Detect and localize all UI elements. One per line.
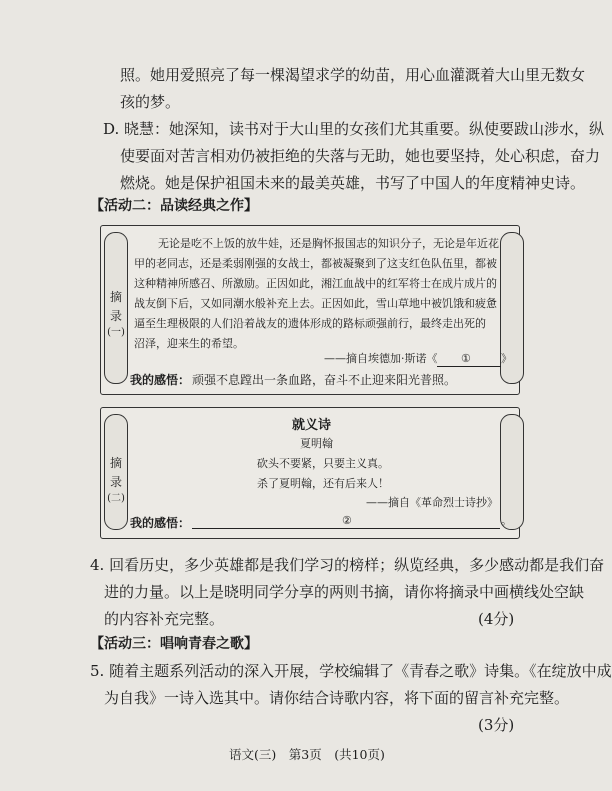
option-d-line-3: 燃烧。她是保护祖国未来的最美英雄，书写了中国人的年度精神史诗。 [120, 174, 586, 192]
excerpt-1-label-char-1: 摘 [109, 290, 122, 304]
excerpt-1-text-line: 逼至生理极限的人们沿着战友的遗体形成的路标顽强前行，最终走出死的 [134, 317, 486, 330]
activity-2-heading: 【活动二：品读经典之作】 [90, 198, 258, 214]
question-4-line-1: 4. 回看历史，多少英雄都是我们学习的榜样；纵览经典，多少感动都是我们奋 [90, 556, 605, 574]
excerpt-2-feeling-label: 我的感悟： [130, 516, 191, 530]
excerpt-1-label-char-3: (一) [107, 327, 125, 338]
excerpt-1-text-line: 战友倒下后，又如同潮水般补充上去。正因如此，雪山草地中被饥饿和疲惫 [134, 297, 497, 310]
excerpt-1-feeling-label: 我的感悟： [130, 373, 191, 387]
excerpt-2-label-char-2: 录 [109, 475, 122, 489]
blank-marker-1: ① [461, 352, 471, 365]
question-4-score: (4分) [478, 610, 515, 628]
excerpt-1-text-line: 沼泽，迎来生的希望。 [134, 337, 244, 350]
question-5-line-2: 为自我》一诗入选其中。请你结合诗歌内容，将下面的留言补充完整。 [104, 689, 570, 707]
excerpt-2-blank-line [192, 528, 500, 529]
poem-title: 就义诗 [292, 418, 332, 433]
excerpt-1-feeling-text: 顽强不息蹚出一条血路，奋斗不止迎来阳光普照。 [192, 373, 457, 387]
question-4-line-3: 的内容补充完整。 [104, 610, 225, 628]
excerpt-2-label-char-1: 摘 [109, 456, 122, 470]
page-footer: 语文(三) 第3页 (共10页) [229, 747, 385, 762]
excerpt-1-source-prefix: ——摘自埃德加·斯诺《 [324, 352, 438, 365]
excerpt-1-text-line: 甲的老同志，还是柔弱刚强的女战士，都被凝聚到了这支红色队伍里，都被 [134, 257, 497, 270]
excerpt-2-label-char-3: (二) [107, 493, 125, 504]
scroll-roll-left-2 [104, 414, 128, 530]
option-c-line-1: 照。她用爱照亮了每一棵渴望求学的幼苗，用心血灌溉着大山里无数女 [120, 66, 586, 84]
option-d-line-2: 使要面对苦言相劝仍被拒绝的失落与无助，她也要坚持，处心积虑，奋力 [120, 147, 601, 165]
question-5-score: (3分) [478, 716, 515, 734]
question-5-line-1: 5. 随着主题系列活动的深入开展，学校编辑了《青春之歌》诗集。《在绽放中成 [90, 662, 612, 680]
excerpt-1-source-suffix: 》 [501, 352, 512, 365]
scroll-roll-right-2 [500, 414, 524, 530]
excerpt-1-blank-line [437, 366, 501, 367]
excerpt-1-label-char-2: 录 [109, 309, 122, 323]
blank-marker-2: ② [342, 514, 352, 527]
poem-source: ——摘自《革命烈士诗抄》 [366, 496, 498, 509]
poem-line-2: 杀了夏明翰，还有后来人！ [257, 477, 389, 490]
option-d-line-1: D. 晓慧：她深知，读书对于大山里的女孩们尤其重要。纵使要跋山涉水，纵 [103, 120, 605, 138]
question-4-line-2: 进的力量。以上是晓明同学分享的两则书摘，请你将摘录中画横线处空缺 [104, 583, 585, 601]
excerpt-2-end-mark: 。 [501, 514, 512, 527]
excerpt-1-text-line: 这种精神所感召、所激励。正因如此，湘江血战中的红军将士在成片成片的 [134, 277, 497, 290]
excerpt-1-text-line: 无论是吃不上饭的放牛娃，还是胸怀报国志的知识分子，无论是年近花 [158, 237, 499, 250]
activity-3-heading: 【活动三：唱响青春之歌】 [90, 636, 258, 652]
scroll-roll-left-1 [104, 232, 128, 384]
poem-author: 夏明翰 [300, 437, 333, 450]
poem-line-1: 砍头不要紧，只要主义真。 [257, 457, 389, 470]
option-c-line-2: 孩的梦。 [120, 93, 181, 111]
